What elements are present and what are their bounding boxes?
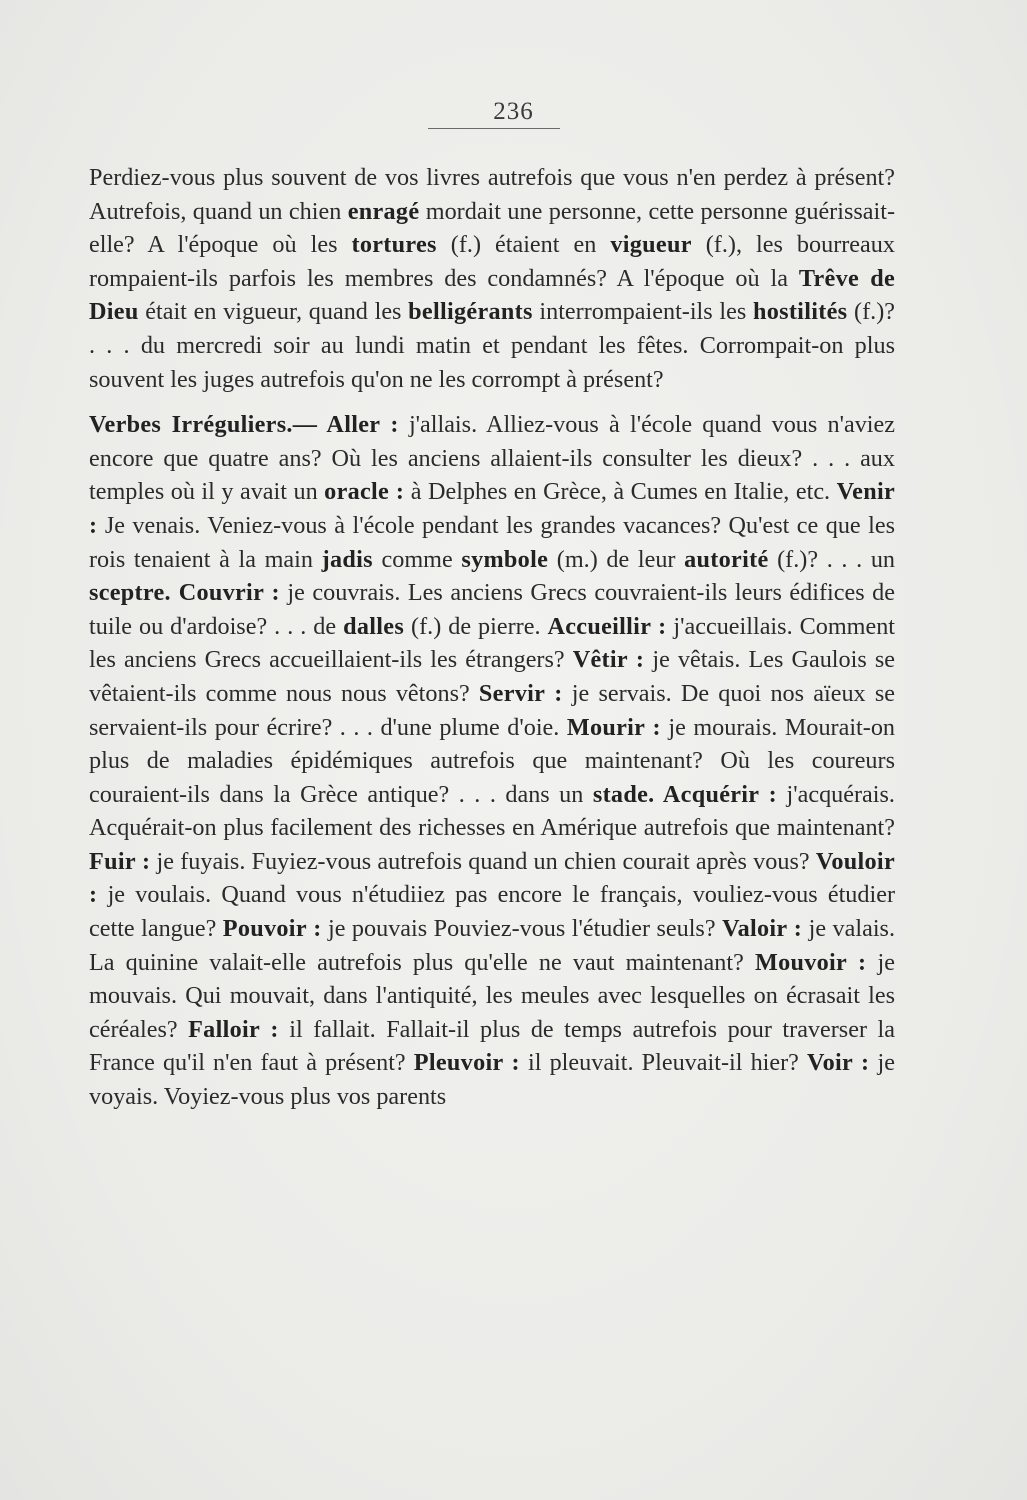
bold-term: dalles [343,612,405,640]
bold-term: Valoir : [722,915,803,943]
bold-term: Venir : [89,478,895,539]
text-segment: (f.) étaient en [436,231,611,259]
text-segment: je mouvais. Qui mouvait, dans l'antiquité, les meules avec lesquelles on écrasait les céréales? [89,948,895,1043]
text-segment: il fallait. Fallait-il plus de temps autrefois pour traverser la France qu'il n'en faut à présent? [89,1015,895,1077]
text-segment: je vêtais. Les Gaulois se vêtaient-ils comme nous nous vêtons? [89,646,895,707]
bold-term: tortures [351,231,437,259]
bold-term: autorité [684,545,769,573]
text-segment: Perdiez-vous plus souvent de vos livres autrefois que vous n'en perdez à présent? Autrefois, quand un chien [89,164,895,225]
page-number: 236 [493,98,534,125]
text-segment: (f.)? . . . du mercredi soir au lundi matin et pendant les fêtes. Corrompait-on plus souvent les juges autrefois qu'on ne les corrompt à présent? [89,298,896,393]
bold-term: sceptre. Couvrir : [89,579,280,607]
bold-term: Servir : [478,679,563,707]
text-segment: (f.) de pierre. [404,612,548,640]
text-segment: était en vigueur, quand les [138,298,409,326]
text-segment: (f.)? . . . un [768,545,896,573]
text-segment: je couvrais. Les anciens Grecs couvraient-ils leurs édifices de tuile ou d'ardoise? . . . de [89,579,895,640]
bold-term: vigueur [610,231,692,259]
text-segment: je pouvais Pouviez-vous l'étudier seuls? [321,915,723,943]
bold-term: hostilités [752,298,848,326]
bold-term: enragé [347,197,420,225]
bold-term: Pouvoir : [222,915,322,943]
bold-term: Trêve de Dieu [89,264,896,326]
body-text [89,161,895,1114]
bold-term: symbole [461,545,549,573]
text-segment: j'acquérais. Acquérait-on plus facilement des richesses en Amérique autrefois que maintenant? [89,780,895,842]
text-segment: il pleuvait. Pleuvait-il hier? [519,1049,808,1077]
text-segment: (f.), les bourreaux rompaient-ils parfois les membres des condamnés? A l'époque où la [89,231,895,292]
text-segment: je valais. La quinine valait-elle autrefois plus qu'elle ne vaut maintenant? [89,915,896,976]
bold-term: Fuir : [89,847,151,875]
bold-term: jadis [321,545,373,573]
bold-term: Verbes Irréguliers.— Aller : [89,411,399,439]
bold-term: Pleuvoir : [413,1049,520,1077]
text-segment: je mourais. Mourait-on plus de maladies épidémiques autrefois que maintenant? Où les coureurs couraient-ils dans la Grèce antique? . . . dans un [89,713,896,808]
bold-term: Vouloir : [89,847,895,909]
text-segment: j'allais. Alliez-vous à l'école quand vous n'aviez encore que quatre ans? Où les anciens allaient-ils consulter les dieux? . . . aux temples où il y avait un [89,411,895,506]
bold-term: Voir : [807,1049,870,1077]
bold-term: Falloir : [188,1015,279,1043]
bold-term: belligérants [408,298,533,326]
text-segment: je voyais. Voyiez-vous plus vos parents [89,1049,895,1111]
paragraph-1 [89,161,895,396]
text-segment: interrompaient-ils les [532,298,753,326]
bold-term: Mourir : [566,713,661,741]
text-segment: je voulais. Quand vous n'étudiiez pas encore le français, vouliez-vous étudier cette langue? [89,881,895,943]
bold-term: Vêtir : [572,646,645,674]
text-segment: j'accueillais. Comment les anciens Grecs accueillaient-ils les étrangers? [89,612,896,674]
bold-term: Mouvoir : [754,948,867,976]
header-rule [428,128,560,129]
bold-term: Accueillir : [547,612,667,640]
text-segment: comme [372,545,462,573]
bold-term: stade. Acquérir : [592,780,778,808]
text-segment: je servais. De quoi nos aïeux se servaient-ils pour écrire? . . . d'une plume d'oie. [89,679,895,741]
text-segment: à Delphes en Grèce, à Cumes en Italie, etc. [404,478,837,506]
bold-term: oracle : [324,478,405,506]
text-segment: (m.) de leur [548,545,685,573]
paragraph-2 [89,408,895,1113]
text-segment: Je venais. Veniez-vous à l'école pendant les grandes vacances? Qu'est ce que les rois tenaient à la main [89,511,895,573]
text-segment: je fuyais. Fuyiez-vous autrefois quand un chien courait après vous? [150,847,816,875]
text-segment: mordait une personne, cette personne guérissait-elle? A l'époque où les [89,197,896,259]
